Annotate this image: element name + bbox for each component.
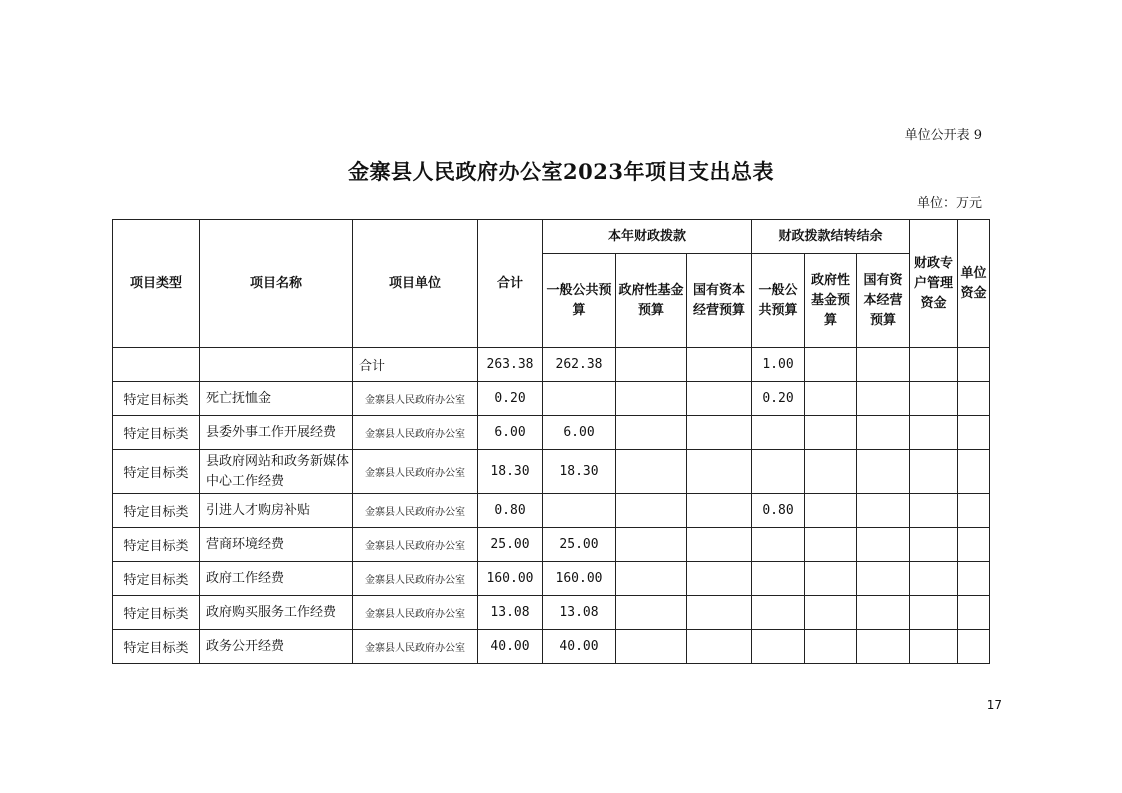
- row-dept: 金寨县人民政府办公室: [353, 382, 478, 416]
- row-name: 政府工作经费: [200, 562, 353, 596]
- table-row: [113, 494, 990, 528]
- row-dept: 金寨县人民政府办公室: [353, 416, 478, 450]
- header-k-fund: 政府性基金预算: [805, 254, 857, 348]
- row-k-general: 0.80: [752, 494, 805, 528]
- row-name: 死亡抚恤金: [200, 382, 353, 416]
- table-row: [113, 528, 990, 562]
- expenditure-table: [112, 219, 990, 664]
- table-row: [113, 416, 990, 450]
- table-label: 单位公开表 9: [904, 128, 982, 143]
- header-carry-group: 财政拨款结转结余: [752, 220, 910, 254]
- row-type: 特定目标类: [113, 562, 200, 596]
- row-type: 特定目标类: [113, 494, 200, 528]
- row-dept: 金寨县人民政府办公室: [353, 450, 478, 494]
- row-c-general: [543, 382, 616, 416]
- header-k-general: 一般公共预算: [752, 254, 805, 348]
- header-current-group: 本年财政拨款: [543, 220, 752, 254]
- table-row: [113, 630, 990, 664]
- row-total: 40.00: [478, 630, 543, 664]
- page-title: 金寨县人民政府办公室2023年项目支出总表: [348, 159, 774, 184]
- row-k-general: [752, 562, 805, 596]
- row-c-general: 6.00: [543, 416, 616, 450]
- row-dept: 金寨县人民政府办公室: [353, 528, 478, 562]
- header-c-fund: 政府性基金预算: [616, 254, 687, 348]
- row-k-general: [752, 596, 805, 630]
- table-row: [113, 562, 990, 596]
- row-k-general: [752, 528, 805, 562]
- row-total: 13.08: [478, 596, 543, 630]
- row-c-general: 18.30: [543, 450, 616, 494]
- row-dept: 金寨县人民政府办公室: [353, 494, 478, 528]
- summary-k-general: 1.00: [752, 348, 805, 382]
- summary-row: [113, 348, 990, 382]
- row-type: 特定目标类: [113, 382, 200, 416]
- row-total: 18.30: [478, 450, 543, 494]
- header-c-state: 国有资本经营预算: [687, 254, 752, 348]
- row-total: 25.00: [478, 528, 543, 562]
- header-row-1: [113, 220, 990, 254]
- row-total: 160.00: [478, 562, 543, 596]
- row-name: 县政府网站和政务新媒体中心工作经费: [200, 450, 353, 494]
- row-name: 营商环境经费: [200, 528, 353, 562]
- page-number: 17: [986, 698, 1002, 712]
- row-name: 引进人才购房补贴: [200, 494, 353, 528]
- row-total: 0.20: [478, 382, 543, 416]
- row-c-general: 25.00: [543, 528, 616, 562]
- table-row: [113, 596, 990, 630]
- row-dept: 金寨县人民政府办公室: [353, 630, 478, 664]
- row-c-general: 40.00: [543, 630, 616, 664]
- summary-label: 合计: [353, 348, 478, 382]
- header-dept: 项目单位: [353, 220, 478, 348]
- row-name: 县委外事工作开展经费: [200, 416, 353, 450]
- row-c-general: 13.08: [543, 596, 616, 630]
- row-name: 政务公开经费: [200, 630, 353, 664]
- row-type: 特定目标类: [113, 416, 200, 450]
- table-row: [113, 450, 990, 494]
- summary-c-general: 262.38: [543, 348, 616, 382]
- row-dept: 金寨县人民政府办公室: [353, 562, 478, 596]
- row-total: 0.80: [478, 494, 543, 528]
- row-k-general: [752, 450, 805, 494]
- header-name: 项目名称: [200, 220, 353, 348]
- row-name: 政府购买服务工作经费: [200, 596, 353, 630]
- row-type: 特定目标类: [113, 450, 200, 494]
- row-c-general: 160.00: [543, 562, 616, 596]
- unit-label: 单位：万元: [916, 196, 982, 211]
- table-row: [113, 382, 990, 416]
- header-c-general: 一般公共预算: [543, 254, 616, 348]
- row-k-general: [752, 630, 805, 664]
- row-type: 特定目标类: [113, 596, 200, 630]
- header-own: 单位资金: [958, 220, 990, 348]
- row-type: 特定目标类: [113, 630, 200, 664]
- row-type: 特定目标类: [113, 528, 200, 562]
- header-special: 财政专户管理资金: [910, 220, 958, 348]
- summary-total: 263.38: [478, 348, 543, 382]
- header-total: 合计: [478, 220, 543, 348]
- row-k-general: [752, 416, 805, 450]
- header-type: 项目类型: [113, 220, 200, 348]
- row-total: 6.00: [478, 416, 543, 450]
- row-dept: 金寨县人民政府办公室: [353, 596, 478, 630]
- row-k-general: 0.20: [752, 382, 805, 416]
- row-c-general: [543, 494, 616, 528]
- header-k-state: 国有资本经营预算: [857, 254, 910, 348]
